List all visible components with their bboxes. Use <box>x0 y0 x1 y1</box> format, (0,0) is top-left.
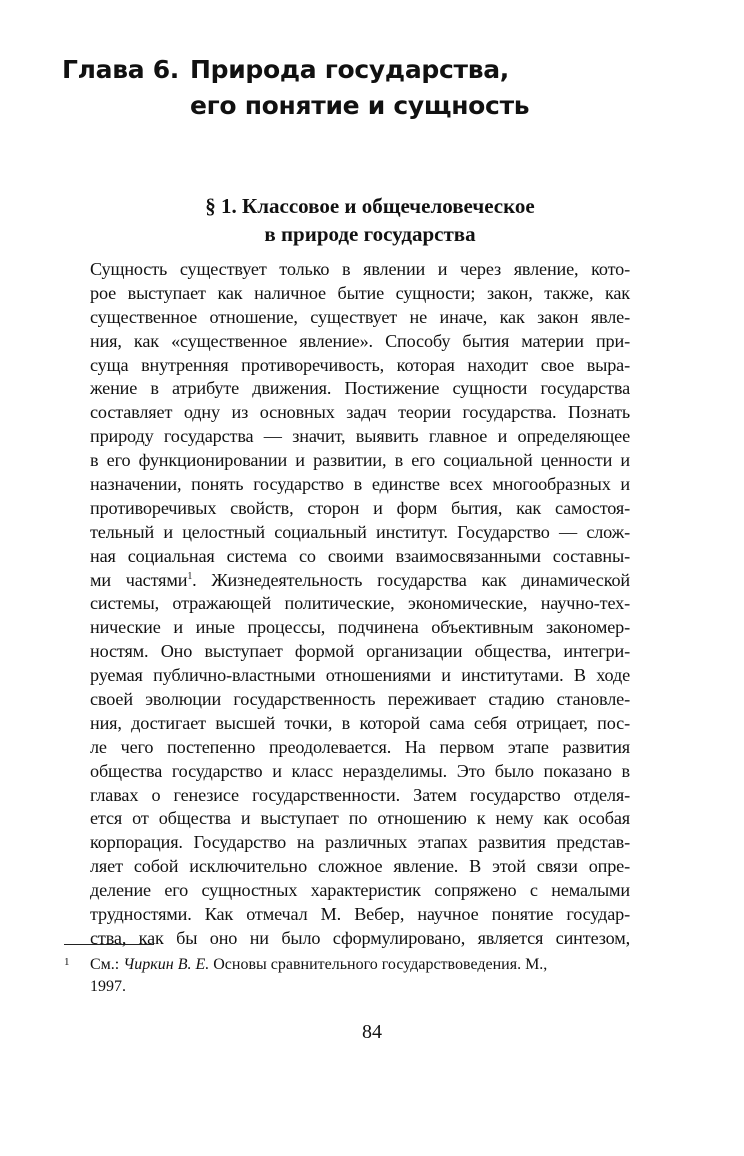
section-heading-line-1: § 1. Классовое и общечеловеческое <box>205 194 535 218</box>
body-line: существенное отношение, существует не иначе, как закон явле- <box>90 306 630 327</box>
body-line: противоречивых свойств, сторон и форм бытия, как самостоя- <box>90 497 630 518</box>
body-line: ле чего постепенно преодолевается. На первом этапе развития <box>90 736 630 757</box>
body-line: системы, отражающей политические, экономические, научно-тех- <box>90 593 630 614</box>
footnote-row <box>64 954 630 998</box>
body-line: составляет одну из основных задач теории государства. Познать <box>90 402 630 423</box>
body-line: главах о генезисе государственности. Затем государство отделя- <box>90 784 630 805</box>
footnote-body <box>90 954 630 998</box>
body-line: природу государства — значит, выявить главное и определяющее <box>90 426 630 447</box>
chapter-title <box>190 52 529 124</box>
section-heading-line-2: в природе государства <box>264 222 476 246</box>
body-line: суща внутренняя противоречивость, которая находит свое выра- <box>90 354 630 375</box>
body-line: ства, как бы оно ни было сформулировано, является синтезом, <box>90 927 630 948</box>
footnote-mark: 1 <box>64 956 70 968</box>
body-line: назначении, понять государство в единстве всех многообразных и <box>90 474 630 495</box>
body-line: Сущность существует только в явлении и через явление, кото- <box>90 259 630 279</box>
body-line: в его функционировании и развитии, в его социальной ценности и <box>90 450 630 471</box>
section-heading <box>80 192 660 248</box>
chapter-heading-row <box>62 52 702 124</box>
body-line: своей эволюции государственность переживает стадию становле- <box>90 689 630 710</box>
body-line: нические и иные процессы, подчинена объективным закономер- <box>90 617 630 638</box>
body-line-with-footnote-ref <box>90 569 630 593</box>
body-line: тельный и целостный социальный институт. Государство — слож- <box>90 521 630 542</box>
body-line: общества государство и класс неразделимы. Это было показано в <box>90 760 630 781</box>
footnote-text: Основы сравнительного государствоведения. М., <box>209 956 548 973</box>
body-line: жение в атрибуте движения. Постижение сущности государства <box>90 378 630 399</box>
body-line: корпорация. Государство на различных этапах развития представ- <box>90 832 630 853</box>
body-line: ная социальная система со своими взаимосвязанными составны- <box>90 545 630 566</box>
chapter-heading <box>62 52 702 124</box>
body-line: ностям. Оно выступает формой организации общества, интегри- <box>90 641 630 662</box>
body-line: ния, как «существенное явление». Способу бытия материи при- <box>90 330 630 351</box>
footnote-text-line-2: 1997. <box>90 978 126 995</box>
page-number: 84 <box>362 1021 382 1043</box>
footnote-prefix: См.: <box>90 956 124 973</box>
chapter-label: Глава 6. <box>62 55 179 84</box>
body-line-head: ми частями <box>90 569 188 590</box>
body-line-tail: . Жизнедеятельность государства как динамической <box>192 569 630 590</box>
footnote-separator <box>64 944 154 945</box>
body-line: ляет собой исключительно сложное явление. В этой связи опре- <box>90 856 630 877</box>
body-line: руемая публично-властными отношениями и институтами. В ходе <box>90 665 630 686</box>
footnote-author: Чиркин В. Е. <box>123 956 210 973</box>
body-paragraph <box>90 258 630 951</box>
body-line: трудностями. Как отмечал М. Вебер, научное понятие государ- <box>90 904 630 925</box>
body-line: рое выступает как наличное бытие сущности; закон, также, как <box>90 282 630 303</box>
footnote <box>64 954 630 998</box>
chapter-title-line-2: его понятие и сущность <box>190 91 530 120</box>
footnote-reference[interactable]: 1 <box>187 570 193 582</box>
body-line: деление его сущностных характеристик сопряжено с немалыми <box>90 880 630 901</box>
body-line: ется от общества и выступает по отношению к нему как особая <box>90 808 630 829</box>
chapter-title-line-1: Природа государства, <box>190 55 509 84</box>
body-line: ния, достигает высшей точки, в которой сама себя отрицает, пос- <box>90 712 630 733</box>
